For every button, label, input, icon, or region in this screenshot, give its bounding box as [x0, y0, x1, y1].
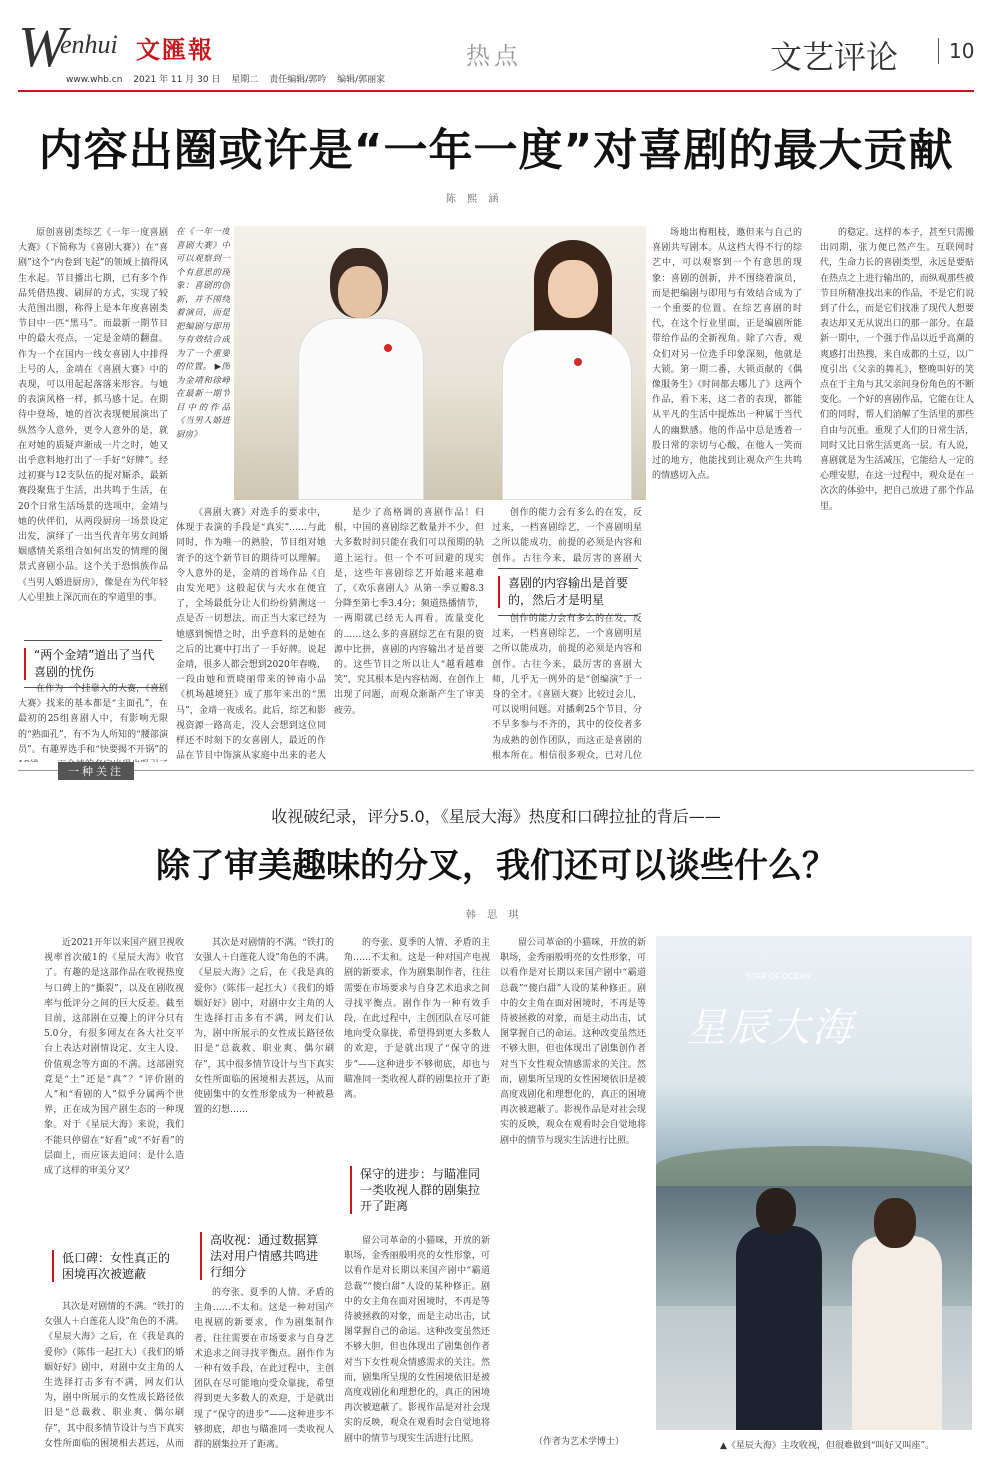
photo-hill: [656, 1146, 972, 1186]
author-credit: （作者为艺术学博士）: [534, 1437, 625, 1447]
article1-column-4-text: 创作的能力会有多么的在发，反过来，一档喜剧综艺，一个喜剧明星之所以能成功，前提的必须是内容和创作。古往今来，最厉害的喜剧大: [492, 508, 642, 564]
article1-column-4b: [492, 612, 642, 762]
article2-column-1b: [44, 1300, 184, 1450]
article1-byline: 陈 熙 涵: [446, 194, 503, 205]
article2-byline: 韩 思 琪: [466, 910, 523, 921]
article2-subhead-3: 保守的进步：与瞄准同一类收视人群的剧集拉开了距离: [350, 1166, 484, 1214]
masthead-info: [66, 72, 393, 85]
masthead-rule: [18, 90, 974, 92]
article1-column-3-text: 是少了高格调的喜剧作品！归根，中国的喜剧综艺数量并不少，但大多数时间只能在我们可以预期的轨道上运行。但一个不可回避的现实是，这些年喜剧综艺开始越来越难了，《欢乐喜剧人》从第一季豆瓣8.3分降至第七季3.4分；频道热播情节，一两期就已经无人再看。流量变化的……这么多的喜剧综艺在有限的资源中比拼，喜剧的内容输出才是首要的。这些节目之所以让人“越看越难笑”，究其根本是内容枯竭、在创作上出现了问题，而观众渐渐产生了审美疲劳。: [334, 508, 484, 716]
weekday: 星期二: [231, 75, 259, 85]
article1-column-1b-text: 在作为一个挂靠入的大赛，《喜剧大赛》找来的基本都是“主面孔”，在最初的25组喜剧人中，有影响无限的“熟面孔”，有不为人所知的“腰部演员”。有趣界选手和“快要揭不开锅”的: [18, 684, 168, 755]
responsible-editor: 责任编辑/郭吟: [269, 75, 327, 85]
photo-man-head: [756, 1188, 796, 1234]
article2-column-1: [44, 936, 184, 1246]
article2-photo: [656, 936, 972, 1430]
masthead: [18, 14, 975, 90]
section-tag-hot: 热点: [466, 42, 522, 70]
article1-headline: 内容出圈或许是“一年一度”对喜剧的最大贡献: [38, 125, 954, 176]
article2-column-2: [194, 936, 334, 1246]
article2-column-2b: [194, 1286, 334, 1450]
article2-column-1b-text: 其次是对剧情的不满。“铁打的女强人＋白莲花人设”角色的不满。《星辰大海》之后，在《我是真的爱你》（陈伟一起扛大）《我们的婚姻好好》剧中，对剧中女主角的人生选择打击多有不满，网友们认为，剧中所展示的女性成长路径依旧是“总裁救、职业爽、偶尔刷存”，其中很多情节设计与当下真实女性所面临的困境相去甚远，从而: [44, 1302, 184, 1449]
article1-photo-caption: [176, 226, 230, 496]
heart-icon: [384, 344, 392, 352]
logo-letter: W: [18, 14, 67, 79]
article1-column-4: [492, 506, 642, 566]
article2-deck: 收视破纪录，评分5.0，《星辰大海》热度和口碑拉扯的背后——: [271, 807, 721, 826]
article2-column-3-text: 的夸张、夏季的人情、矛盾的主角……不太和。这是一种对国产电视剧的新要求，作为剧集制作者，往往需要在市场要求与自身艺术追求之间寻找平衡点。剧作作为一种有效手段，在此过程中，主创团队在尽可能地向受众靠拢，希望得到更大多数人的欢迎，于是就出现了“保守的进步”——这种进步不够彻底，却也与瞄准同一类收视人群的剧集拉开了距离。: [344, 938, 490, 1101]
photo-english-title: STAR OF OCEAN: [746, 972, 811, 981]
article2-column-4-text: 留公司革命的小猫咪，开放的新职场，金秀丽般明亮的女性形象，可以看作是对长期以来国产剧中“霸道总裁”“傻白甜”人设的某种修正。剧中的女主角在面对困境时，不再是等待被拯救的对象，而是主动出击，试图掌握自己的命运。这种改变虽然还不够大胆，但也体现出了剧集创作者对当下女性观众情感需求的关注。然而，剧集所呈现的女性困境依旧是被高度戏剧化和理想化的，真正的困境再次被遮蔽了。影视作品是对社会现实的反映，观众在观看时会自觉地将剧中的情节与现实生活进行比照。: [500, 938, 646, 1146]
article1-column-5: [652, 226, 802, 762]
photo-woman-figure: [852, 1236, 942, 1430]
photo-woman-figure: [502, 330, 632, 500]
article2-column-4: [500, 936, 646, 1430]
article1-column-1b: [18, 682, 168, 762]
article2-column-2-text: 其次是对剧情的不满。“铁打的女强人＋白莲花人设”角色的不满。《星辰大海》之后，在《我是真的爱你》（陈伟一起扛大）《我们的婚姻好好》剧中，对剧中女主角的人生选择打击多有不满，网友们认为，剧中所展示的女性成长路径依旧是“总裁救、职业爽、偶尔刷存”，其中很多情节设计与当下真实女性所面临的困境相去甚远，从而使剧集中的女性形象成为一种被悬置的幻想……: [194, 938, 334, 1116]
article2-column-3b-text: 留公司革命的小猫咪，开放的新职场，金秀丽般明亮的女性形象，可以看作是对长期以来国产剧中“霸道总裁”“傻白甜”人设的某种修正。剧中的女主角在面对困境时，不再是等待被拯救的对象，而是主动出击，试图掌握自己的命运。这种改变虽然还不够大胆，但也体现出了剧集创作者对当下女性观众情感需求的关注。然而，剧集所呈现的女性困境依旧是被高度戏剧化和理想化的，真正的困境再次被遮蔽了。影视作品是对社会现实的反映，观众在观看时会自觉地将剧中的情节与现实生活进行比照。: [344, 1236, 490, 1444]
article2-subhead-2: 高收视：通过数据算法对用户情感共鸣进行细分: [200, 1232, 326, 1280]
photo-man-figure: [736, 1226, 822, 1430]
section-title: 文艺评论: [770, 38, 899, 76]
article1-column-3: [334, 506, 484, 762]
article1-column-6-text: 的稳定。这样的本子，甚至只需搬出同期，张力便已然产生。互联网时代，生命力长的喜剧类型，永远是要贴在热点之上进行输出的，而纵观那些被节目所精准找出来的作品，不是它们说到了什么，而是它们找准了现代人想要表达却又无从说出口的那一部分。在最新一期中，一个强于作品以近乎高潮的爽感打出热搜，来自成都的土豆，以广度引出《父亲的舞礼》，整晚叫好的笑点在于主角与其父亲间身份角色的不断变化。一个好的喜剧作品，它能在让人们的同时，帮人们消解了生活里的那些自由与沉重。重现了人们的日常生活，同时又比日常生活更高一层。有人说，喜剧就是为生活减压，它能给人一定的心理安慰，在这一过程中，观众是在一次次的体验中，把自己放进了那个作品里。: [820, 228, 974, 512]
article2-photo-caption: ▲《星辰大海》主攻收视，但很难做到“叫好又叫座”。: [720, 1441, 935, 1451]
article1-column-6: [820, 226, 974, 762]
logo-english: enhui: [60, 30, 118, 59]
article1-photo-caption-text: 在《一年一度喜剧大赛》中可以观察到一个有意思的现象：喜剧的创新，并不围绕着演员，而是把编剧与即用与有效结合成为了一个重要的位置。 ▶图为金靖和徐峥在最新一期节目中的作品《当男人婚进厨房》: [176, 227, 230, 440]
logo-chinese: 文匯報: [136, 36, 214, 64]
article1-column-5-text: 场地出梅粗枝，邀但来与自己的喜剧共写剧本。从这档大得不行的综艺中，可以观察到一个有意思的现象：喜剧的创新，并不围绕着演员，而是把编剧与即用与有效结合成为了一个重要的位置。在综艺喜剧的时代，在这个行业里面，正是编剧所能带给作品的全新视角。除了六香，观众们对另一位选手印象深刻，他就是大锁。第一期二番，大锁贡献的《偶像服务生》《时间都去哪儿了》这两个作品，看下来，这二者的表现，都能从平凡的生活中提炼出一种属于当代人的幽默感。他的作品中总是透着一股日常的亲切与心酸，在他人一笑而过的地方，他能找到让观众产生共鸣的情感切入点。: [652, 228, 802, 482]
article2-headline: 除了审美趣味的分叉，我们还可以谈些什么？: [156, 846, 836, 886]
article1-photo: [234, 226, 646, 500]
page-number: 10: [938, 38, 974, 64]
issue-date: 2021 年 11 月 30 日: [133, 75, 221, 85]
article1-column-1: [18, 226, 168, 634]
article1-column-1-text: 原创喜剧类综艺《一年一度喜剧大赛》（下简称为《喜剧大赛》）在“喜剧”这个“内卷到飞起”的领域上搞得风生水起。节目播出七期，已有多个作品凭借热搜、刷屏的方式，实现了较大范围出圈，称得上是本年度喜剧类节目中一匹“黑马”。而最新一期节目中的最大亮点，一定是金靖的翻盘。作为一个在国内一线女喜剧人中排得上号的人，金靖在《喜剧大赛》中的表现，可以用起起落落来形容。与她的表演风格一样，抓马感十足。在期待中登场，她的首次表现便展演出了纵然今人意外，更令人意外的是，就在对她的质疑声渐成一片之时，她又出乎意料地打出了一手好“好牌”。经过初赛与12支队伍的捉对厮杀，最新赛段聚焦于生活，出共鸣于生活，在20个日常生活场景的选项中，金靖与她的伙伴们，从两段厨房一场景设定出发，演绎了一出当代青年男女间婚姻感情关系组合如何出发的情理的图景式喜剧小品。这个关于恐惧族作品《当男人婚进厨房》，像是在为代年轻人心里独上深沉而在的窄道里的事。: [18, 228, 168, 603]
photo-man-face: [338, 266, 382, 318]
article1-pullquote-2: 喜剧的内容输出是首要的，然后才是明星: [498, 568, 638, 616]
article2-column-3: [344, 936, 490, 1158]
article2-column-1-text: 近2021开年以来国产剧卫视收视率首次破1的《星辰大海》收官了。有趣的是这部作品在收视热度与口碑上的“撕裂”，以及在剧收视率与低评分之间的巨大反差。截至目前，这部剧在豆瓣上的评分只有5.0分，有很多网友在各大社交平台上表达对剧情设定、女主人设、价值观念等方面的不满。这部剧究竟是“土”还是“真”？“评价剧的人”和“看剧的人”似乎分属两个世界，正在成为国产剧生态的一种现象。对于《星辰大海》来说，我们不能只停留在“好看”或“不好看”的层面上，而应该去追问：是什么造成了这样的审美分叉？: [44, 938, 184, 1177]
article1-column-4b-text: 创作的能力会有多么的在发，反过来，一档喜剧综艺，一个喜剧明星之所以能成功，前提的必须是内容和创作。古往今来，最厉害的喜剧大师，几乎无一例外的是“创编演”于一身的全才。《喜剧大赛》比较过会儿，可以说明问题。对播剩25个节目，分不早多参与不齐的，其中的佼佼者多为成熟的创作团队，而这正是喜剧的根本所在。相信很多观众，已对几位: [492, 614, 642, 761]
photo-man-figure: [298, 318, 424, 500]
article1-pullquote-1: “两个金靖”道出了当代喜剧的忧伤: [24, 640, 162, 688]
article2-subhead-1: 低口碑：女性真正的困境再次被遮蔽: [52, 1250, 178, 1282]
photo-woman-head: [874, 1198, 916, 1248]
article2-column-2b-text: 的夸张、夏季的人情、矛盾的主角……不太和。这是一种对国产电视剧的新要求，作为剧集制作者，往往需要在市场要求与自身艺术追求之间寻找平衡点。剧作作为一种有效手段，在此过程中，主创团队在尽可能地向受众靠拢，希望得到更大多数人的欢迎，于是就出现了“保守的进步”——这种进步不够彻底，却也与瞄准同一类收视人群的剧集拉开了距离。: [194, 1288, 334, 1450]
article2-column-3b: [344, 1234, 490, 1450]
photo-drama-title: 星辰大海: [686, 1005, 854, 1051]
column-tag: 一种关注: [58, 762, 134, 780]
article1-column-2: [176, 506, 326, 762]
heart-icon: [574, 358, 582, 366]
page-editor: 编辑/郭丽家: [337, 75, 386, 85]
photo-woman-face: [548, 260, 598, 318]
section-divider: [18, 770, 974, 771]
site-url: www.whb.cn: [66, 75, 123, 85]
article1-column-2-text: 《喜剧大赛》对选手的要求中，体现于表演的手段是“真实”……与此同时，作为唯一的熟脸，节目组对她寄予的这个新节目的期待可以理解。令人意外的是，金靖的首场作品《自由发光吧》这般起伏与大水在便宜了，全场最低分让人们纷纷猜测这一点是否一切想法，而正当大家已经为她感到惋惜之时，出乎意料的是她在之后的比赛中打出了一手好牌。说起金靖，很多人都会想到2020年春晚，一段由她和贾晓丽带来的钟南小品《机场越境狂》成了那年来出的“黑马”，金靖一夜成名。此后，综艺和影视资源一路高走，没人会想到这位同样还不时刻下的女喜剧人，最近的作品在节目中饰演从家庭中出来的老人: [176, 508, 326, 762]
